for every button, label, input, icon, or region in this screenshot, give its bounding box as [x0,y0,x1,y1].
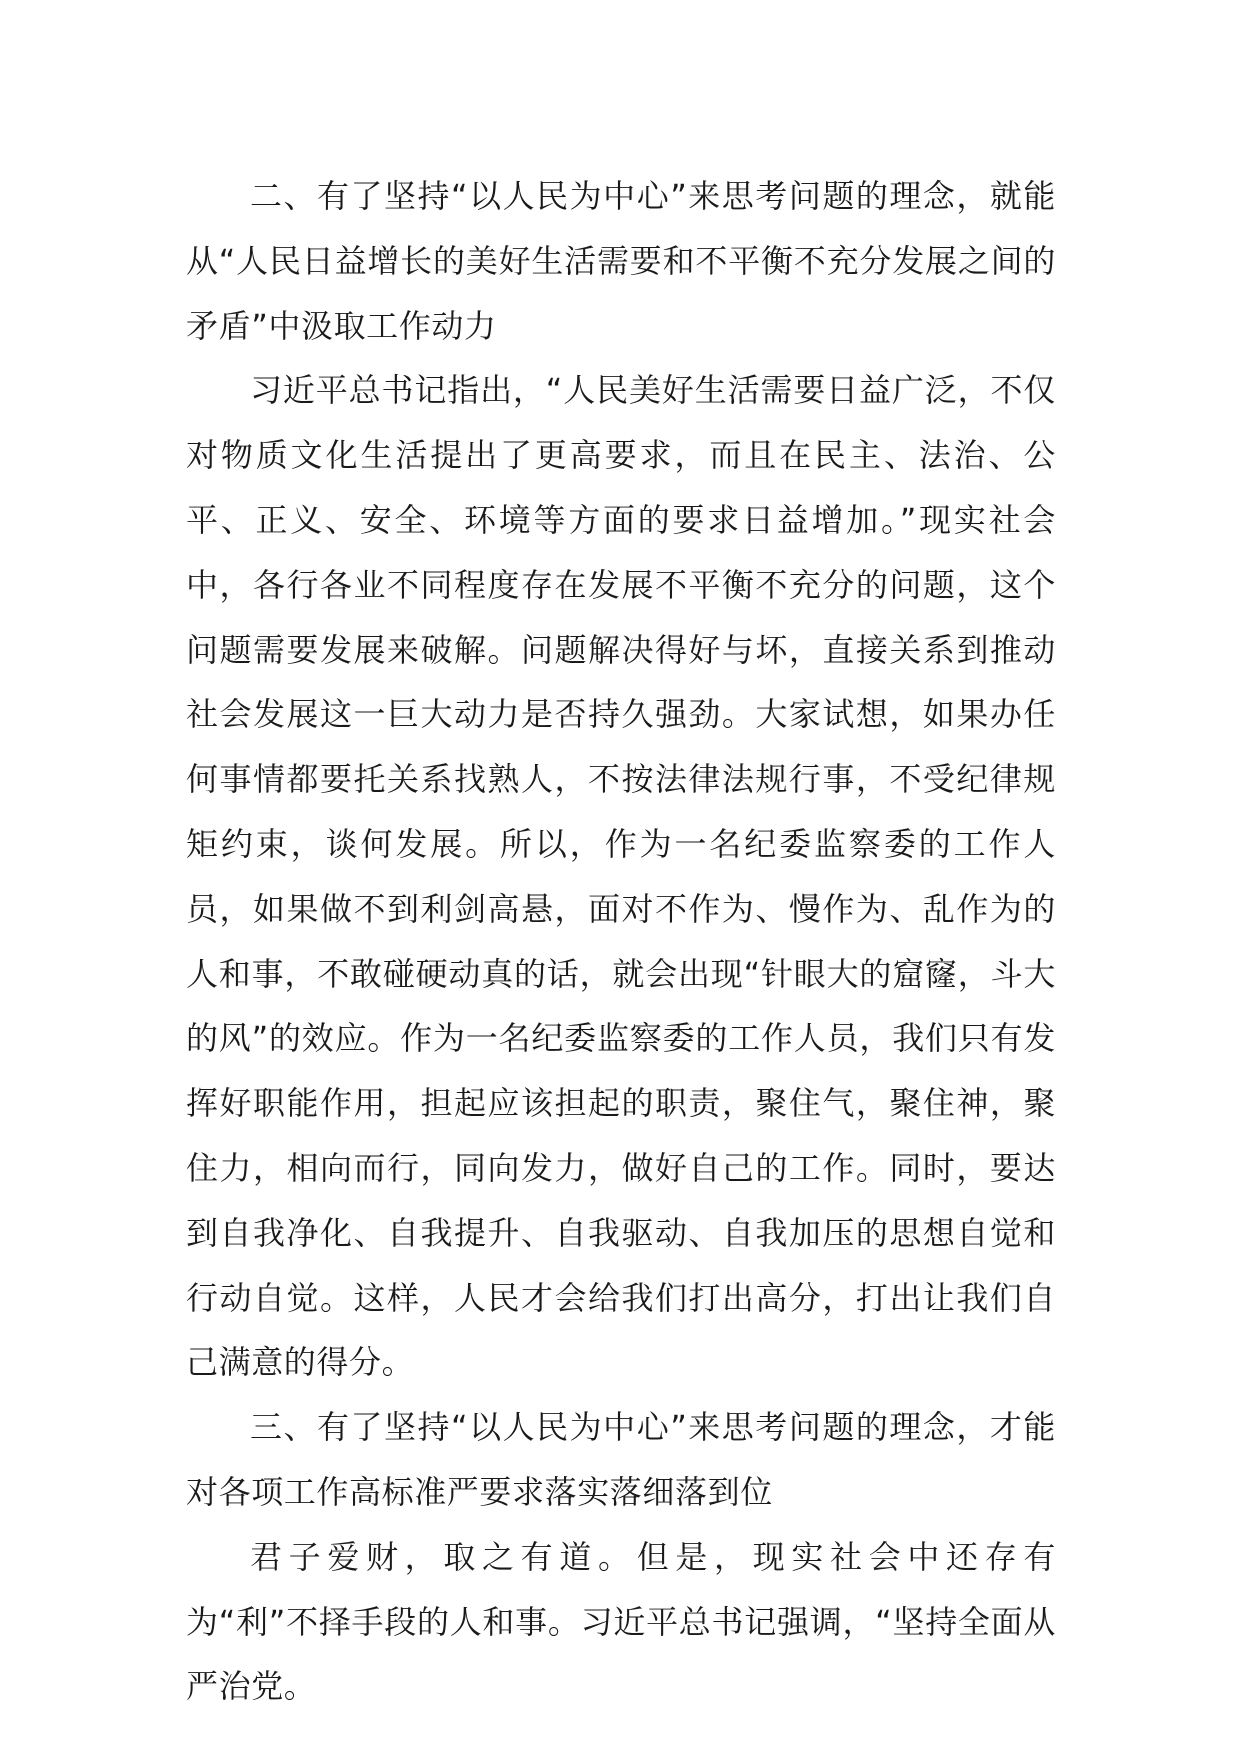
body-paragraph: 君子爱财，取之有道。但是，现实社会中还存有为“利”不择手段的人和事。习近平总书记强调，“坚持全面从严治党。 [186,1537,1056,1706]
document-body [186,164,1056,1719]
body-paragraph: 习近平总书记指出，“人民美好生活需要日益广泛，不仅对物质文化生活提出了更高要求，而且在民主、法治、公平、正义、安全、环境等方面的要求日益增加。”现实社会中，各行各业不同程度存在发展不平衡不充分的问题，这个问题需要发展来破解。问题解决得好与坏，直接关系到推动社会发展这一巨大动力是否持久强劲。大家试想，如果办任何事情都要托关系找熟人，不按法律法规行事，不受纪律规矩约束，谈何发展。所以，作为一名纪委监察委的工作人员，如果做不到利剑高悬，面对不作为、慢作为、乱作为的人和事，不敢碰硬动真的话，就会出现“针眼大的窟窿，斗大的风”的效应。作为一名纪委监察委的工作人员，我们只有发挥好职能作用，担起应该担起的职责，聚住气，聚住神，聚住力，相向而行，同向发力，做好自己的工作。同时，要达到自我净化、自我提升、自我驱动、自我加压的思想自觉和行动自觉。这样，人民才会给我们打出高分，打出让我们自己满意的得分。 [186,371,1056,1382]
section-heading-two: 二、有了坚持“以人民为中心”来思考问题的理念，就能从“人民日益增长的美好生活需要和不平衡不充分发展之间的矛盾”中汲取工作动力 [186,177,1056,345]
section-heading-three: 三、有了坚持“以人民为中心”来思考问题的理念，才能对各项工作高标准严要求落实落细落到位 [186,1408,1056,1511]
